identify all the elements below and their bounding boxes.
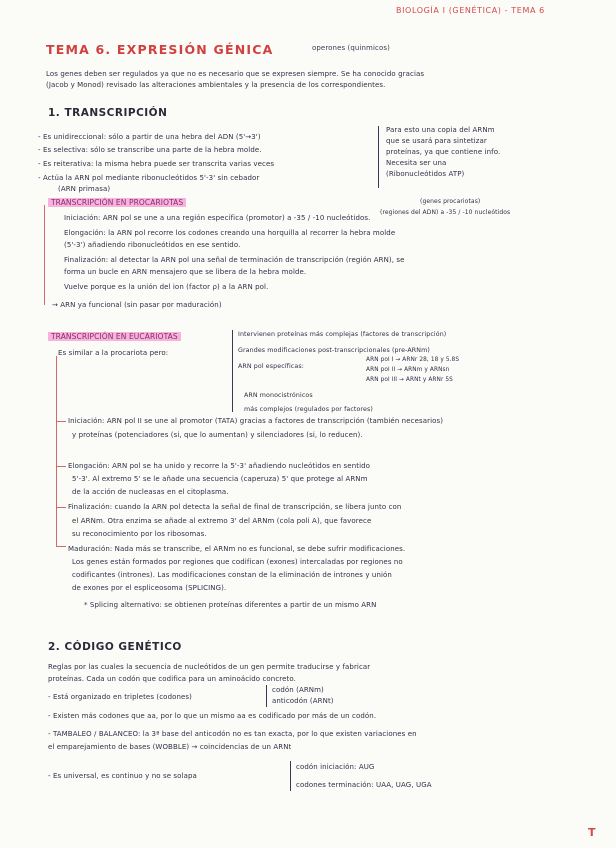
euk-tick-elong (56, 466, 66, 467)
prok-line-5: forma un bucle en ARN mensajero que se libera de la hebra molde. (64, 268, 307, 276)
euk-stem: Es similar a la procariota pero: (58, 349, 169, 357)
prok-line-6: Vuelve porque es la unión del ion (factor ρ) a la ARN pol. (64, 283, 269, 291)
prok-line-1: Iniciación: ARN pol se une a una región específica (promotor) a -35 / -10 nucleótidos. (64, 214, 371, 222)
euk-brace (232, 330, 233, 412)
corner-mark: T (588, 826, 596, 839)
codon-label: codón (ARNm) (272, 686, 324, 694)
s1-side-note-5: (Ribonucleótidos ATP) (386, 170, 465, 178)
euk-init-1: Iniciación: ARN pol II se une al promotor (TATA) gracias a factores de transcripción (también necesarios) (68, 417, 444, 425)
intro-line-2: (Jacob y Monod) revisado las alteraciones ambientales y la presencia de los correspondientes. (46, 81, 386, 89)
s1-bullet-1 (38, 133, 261, 141)
s2-line-6: el emparejamiento de bases (WOBBLE) → coincidencias de un ARNt (48, 743, 292, 751)
euk-branch-5: más complejos (regulados por factores) (244, 406, 373, 413)
section-title-genetic-code: 2. CÓDIGO GENÉTICO (48, 641, 182, 653)
s1-side-note-2: que se usará para sintetizar (386, 137, 487, 145)
s1-side-small: (genes procariotas) (420, 198, 481, 205)
s2-line-5: - TAMBALEO / BALANCEO: la 3ª base del anticodón no es tan exacta, por lo que existen variaciones en (48, 730, 417, 738)
prok-note: (regiones del ADN) a -35 / -10 nucleótidos (380, 209, 511, 216)
s1-bullet-2: - Es selectiva: sólo se transcribe una parte de la hebra molde. (38, 146, 262, 154)
euk-fin-2: el ARNm. Otra enzima se añade al extremo 3' del ARNm (cola poli A), que favorece (72, 517, 372, 525)
euk-pol-2: ARN pol II → ARNm y ARNsn (366, 367, 450, 373)
codon-brace (266, 685, 267, 707)
s1-bullet-4-note: (ARN primasa) (58, 185, 111, 193)
s1-side-note-1: Para esto una copia del ARNm (386, 126, 495, 134)
euk-tick-init (56, 421, 66, 422)
anticodon-label: anticodón (ARNt) (272, 697, 334, 705)
euk-tick-fin (56, 507, 66, 508)
start-codon: codón iniciación: AUG (296, 763, 375, 771)
euk-mat-1: Maduración: Nada más se transcribe, el ARNm no es funcional, se debe sufrir modificaciones. (68, 545, 406, 553)
euk-elong-2: 5'-3'. Al extremo 5' se le añade una secuencia (caperuza) 5' que protege al ARNm (72, 475, 368, 483)
euk-mat-4: de exones por el espliceosoma (SPLICING). (72, 584, 227, 592)
euk-branch-1: Intervienen proteínas más complejas (factores de transcripción) (238, 331, 447, 338)
euk-title: TRANSCRIPCIÓN EN EUCARIOTAS (48, 332, 181, 341)
intro-line-1: Los genes deben ser regulados ya que no es necesario que se expresen siempre. Se ha conocido gracias (46, 70, 425, 78)
stop-codons: codones terminación: UAA, UAG, UGA (296, 781, 432, 789)
prok-line-3: (5'-3') añadiendo ribonucleótidos en ese sentido. (64, 241, 241, 249)
euk-branch-3: ARN pol específicas: (238, 363, 304, 370)
s1-side-note-3: proteínas, ya que contiene info. (386, 148, 501, 156)
prok-title: TRANSCRIPCIÓN EN PROCARIOTAS (48, 198, 186, 207)
title-annotation: operones (quinmicos) (312, 44, 390, 52)
s2-line-2: proteínas. Cada un codón que codifica para un aminoácido concreto. (48, 675, 296, 683)
s2-line-7: - Es universal, es continuo y no se solapa (48, 772, 197, 780)
s1-bullet-1-text: - Es unidireccional: sólo a partir de una hebra del ADN (5'→3') (38, 133, 261, 141)
euk-pol-3: ARN pol III → ARNt y ARNr 5S (366, 377, 453, 383)
euk-elong-1: Elongación: ARN pol se ha unido y recorre la 5'-3' añadiendo nucleótidos en sentido (68, 462, 371, 470)
s1-bullet-3: - Es reiterativa: la misma hebra puede ser transcrita varias veces (38, 160, 275, 168)
s1-side-brace (378, 126, 379, 188)
s1-bullet-4: - Actúa la ARN pol mediante ribonucleótidos 5'-3' sin cebador (38, 174, 260, 182)
euk-connector (56, 356, 57, 546)
euk-fin-3: su reconocimiento por los ribosomas. (72, 530, 207, 538)
s2-line-1: Reglas por las cuales la secuencia de nucleótidos de un gen permite traducirse y fabricar (48, 663, 371, 671)
start-stop-brace (290, 761, 291, 791)
euk-splicing-note: * Splicing alternativo: se obtienen proteínas diferentes a partir de un mismo ARN (84, 601, 377, 609)
euk-mat-3: codificantes (intrones). Las modificaciones constan de la eliminación de intrones y unión (72, 571, 392, 579)
euk-mat-2: Los genes están formados por regiones que codifican (exones) intercaladas por regiones no (72, 558, 403, 566)
euk-pol-1: ARN pol I → ARNr 28, 18 y 5.8S (366, 357, 460, 363)
prok-line-7: → ARN ya funcional (sin pasar por maduración) (52, 301, 222, 309)
euk-branch-2: Grandes modificaciones post-transcripcionales (pre-ARNm) (238, 347, 430, 354)
page-title: TEMA 6. EXPRESIÓN GÉNICA (46, 42, 274, 57)
euk-fin-1: Finalización: cuando la ARN pol detecta la señal de final de transcripción, se libera junto con (68, 503, 402, 511)
euk-init-2: y proteínas (potenciadores (si, que lo aumentan) y silenciadores (si, lo reducen). (72, 431, 363, 439)
euk-branch-4: ARN monocistrónicos (244, 392, 313, 399)
prok-line-4: Finalización: al detectar la ARN pol una señal de terminación de transcripción (región ARN), se (64, 256, 405, 264)
s2-line-4: - Existen más codones que aa, por lo que un mismo aa es codificado por más de un codón. (48, 712, 377, 720)
euk-tick-mat (56, 546, 66, 547)
prok-line-2: Elongación: la ARN pol recorre los codones creando una horquilla al recorrer la hebra molde (64, 229, 396, 237)
section-title-transcription: 1. TRANSCRIPCIÓN (48, 107, 168, 119)
subject-header: BIOLOGÍA I (GENÉTICA) - TEMA 6 (396, 6, 545, 15)
prok-connector (44, 205, 45, 305)
s2-line-3: - Está organizado en tripletes (codones) (48, 693, 193, 701)
euk-elong-3: de la acción de nucleasas en el citoplasma. (72, 488, 229, 496)
s1-side-note-4: Necesita ser una (386, 159, 447, 167)
